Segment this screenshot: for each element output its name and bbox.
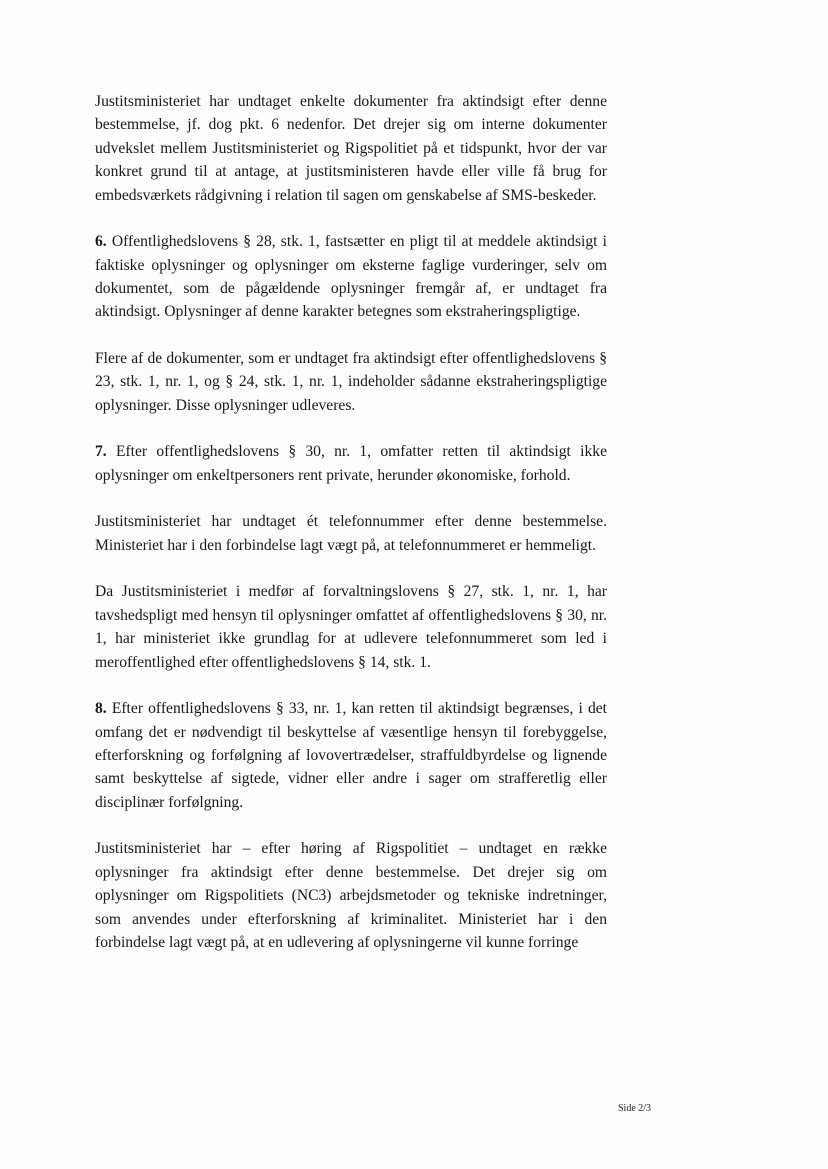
- paragraph: [95, 580, 607, 674]
- paragraph-text: Justitsministeriet har undtaget ét telefonnummer efter denne bestemmelse. Ministeriet har i den forbindelse lagt vægt på, at telefonnummeret er hemmeligt.: [95, 513, 607, 554]
- paragraph-section-8: [95, 697, 607, 814]
- paragraph-text: Justitsministeriet har – efter høring af Rigspolitiet – undtaget en række oplysninger fra aktindsigt efter denne bestemmelse. Det drejer sig om oplysninger om Rigspolitiets (NC3) arbejdsmetoder og tekniske indretninger, som anvendes under efterforskning af kriminalitet. Ministeriet har i den forbindelse lagt vægt på, at en udlevering af oplysningerne vil kunne forringe: [95, 840, 607, 952]
- paragraph-section-7: [95, 440, 607, 487]
- paragraph: [95, 510, 607, 557]
- section-number: 7.: [95, 443, 107, 461]
- document-body: [95, 90, 607, 978]
- paragraph-text: Justitsministeriet har undtaget enkelte dokumenter fra aktindsigt efter denne bestemmelse, jf. dog pkt. 6 nedenfor. Det drejer sig om interne dokumenter udvekslet mellem Justitsministeriet og Rigspolitiet på et tidspunkt, hvor der var konkret grund til at antage, at justitsministeren havde eller ville få brug for embedsværkets rådgivning i relation til sagen om genskabelse af SMS-beskeder.: [95, 93, 607, 204]
- paragraph-text: Efter offentlighedslovens § 33, nr. 1, kan retten til aktindsigt begrænses, i det omfang det er nødvendigt til beskyttelse af væsentlige hensyn til forebyggelse, efterforskning og forfølgning af lovovertrædelser, straffuldbyrdelse og lignende samt beskyttelse af sigtede, vidner eller andre i sager om strafferetlig eller disciplinær forfølgning.: [95, 700, 607, 811]
- paragraph-text: Flere af de dokumenter, som er undtaget fra aktindsigt efter offentlighedslovens § 23, stk. 1, nr. 1, og § 24, stk. 1, nr. 1, indeholder sådanne ekstraheringspligtige oplysninger. Disse oplysninger udleveres.: [95, 350, 607, 414]
- paragraph-text: Offentlighedslovens § 28, stk. 1, fastsætter en pligt til at meddele aktindsigt i faktiske oplysninger og oplysninger om eksterne faglige vurderinger, selv om dokumentet, som de pågældende oplysninger fremgår af, er undtaget fra aktindsigt. Oplysninger af denne karakter betegnes som ekstraheringspligtige.: [95, 233, 607, 321]
- page-number: Side 2/3: [618, 1103, 652, 1114]
- paragraph: [95, 90, 607, 207]
- paragraph: [95, 837, 607, 954]
- paragraph: [95, 347, 607, 417]
- paragraph-section-6: [95, 230, 607, 324]
- paragraph-text: Efter offentlighedslovens § 30, nr. 1, omfatter retten til aktindsigt ikke oplysninger om enkeltpersoners rent private, herunder økonomiske, forhold.: [95, 443, 607, 484]
- section-number: 8.: [95, 700, 107, 718]
- paragraph-text: Da Justitsministeriet i medfør af forvaltningslovens § 27, stk. 1, nr. 1, har tavshedspligt med hensyn til oplysninger omfattet af offentlighedslovens § 30, nr. 1, har ministeriet ikke grundlag for at udlevere telefonnummeret som led i meroffentlighed efter offentlighedslovens § 14, stk. 1.: [95, 583, 607, 671]
- section-number: 6.: [95, 233, 107, 251]
